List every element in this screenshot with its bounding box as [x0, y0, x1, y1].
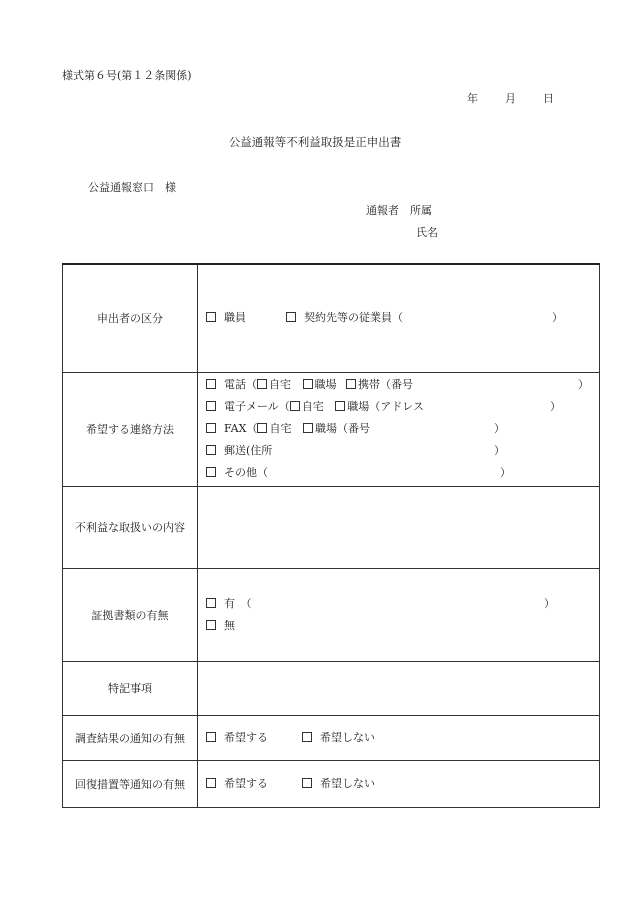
reporter-name-label: 氏名 — [416, 226, 438, 239]
checkbox-mail[interactable] — [206, 445, 216, 455]
checkbox-recovery-want[interactable] — [206, 778, 216, 788]
checkbox-phone-mobile[interactable] — [346, 379, 356, 389]
fax-home-label: 自宅 — [269, 422, 292, 435]
form-number: 様式第６号(第１２条関係) — [62, 69, 192, 82]
fax-number-label: （番号 — [336, 422, 370, 435]
recovery-notice-options — [198, 773, 599, 795]
contact-other-line — [198, 462, 599, 484]
checkbox-investigation-want[interactable] — [206, 732, 216, 742]
option-contractor: 契約先等の従業員（ — [304, 311, 403, 325]
row-recovery-notice — [63, 760, 600, 807]
contact-fax-line — [198, 418, 599, 440]
phone-mobile-label: 携帯（番号 — [358, 378, 413, 391]
row-special-notes — [63, 661, 600, 715]
checkbox-phone[interactable] — [206, 379, 216, 389]
checkbox-recovery-not-want[interactable] — [302, 778, 312, 788]
evidence-no-label: 無 — [224, 618, 235, 632]
other-label: その他（ — [224, 466, 268, 479]
date-year-label: 年 — [467, 92, 478, 105]
evidence-yes-label: 有 （ — [224, 596, 252, 610]
fax-close-paren: ） — [494, 422, 505, 435]
checkbox-fax-home[interactable] — [257, 423, 267, 433]
disadvantage-field[interactable] — [198, 486, 600, 568]
evidence-close-paren: ） — [544, 596, 555, 610]
application-form-table — [62, 263, 600, 808]
email-work-label: 職場 — [347, 400, 370, 413]
option-employee: 職員 — [224, 311, 246, 325]
evidence-yes-line — [198, 593, 599, 615]
recovery-notice-label: 回復措置等通知の有無 — [63, 760, 198, 807]
investigation-notice-value — [198, 715, 600, 760]
checkbox-evidence-yes[interactable] — [206, 598, 216, 608]
disadvantage-label: 不利益な取扱いの内容 — [63, 486, 198, 568]
mail-label: 郵送(住所 — [224, 444, 273, 457]
row-evidence — [63, 568, 600, 661]
contact-email-line: 電子メール（ 自宅 職場（アドレス ） — [198, 396, 599, 418]
mail-close-paren: ） — [494, 444, 505, 457]
investigation-notice-options — [198, 727, 599, 749]
applicant-type-options — [198, 307, 599, 329]
addressee: 公益通報窓口 様 — [88, 181, 176, 194]
checkbox-other[interactable] — [206, 467, 216, 477]
checkbox-email-work[interactable] — [335, 401, 345, 411]
special-notes-field[interactable] — [198, 661, 600, 715]
checkbox-email-home[interactable] — [290, 401, 300, 411]
row-contact-method — [63, 372, 600, 486]
fax-label: FAX（ — [224, 422, 258, 435]
checkbox-investigation-not-want[interactable] — [302, 732, 312, 742]
investigation-notice-label: 調査結果の通知の有無 — [63, 715, 198, 760]
phone-home-label: 自宅 — [269, 378, 291, 391]
evidence-no-line — [198, 615, 599, 637]
investigation-not-want-label: 希望しない — [320, 730, 375, 744]
evidence-label: 証拠書類の有無 — [63, 568, 198, 661]
checkbox-contractor[interactable] — [286, 312, 296, 322]
recovery-not-want-label: 希望しない — [320, 776, 375, 790]
contractor-close-paren: ） — [552, 311, 563, 325]
checkbox-phone-work[interactable] — [303, 379, 313, 389]
phone-label: 電話（ — [224, 378, 257, 391]
contact-method-label: 希望する連絡方法 — [63, 372, 198, 486]
document-title: 公益通報等不利益取扱是正申出書 — [228, 135, 402, 149]
investigation-want-label: 希望する — [224, 730, 268, 744]
applicant-type-value — [198, 264, 600, 372]
recovery-notice-value — [198, 760, 600, 807]
email-close-paren: ） — [550, 400, 561, 413]
checkbox-fax-work[interactable] — [303, 423, 313, 433]
phone-work-label: 職場 — [314, 378, 337, 391]
email-address-label: アドレス — [380, 400, 424, 413]
evidence-value — [198, 568, 600, 661]
reporter-affiliation-label: 通報者 所属 — [366, 204, 432, 217]
checkbox-phone-home[interactable] — [257, 379, 267, 389]
contact-phone-line — [198, 374, 599, 396]
email-home-label: 自宅 — [301, 400, 324, 413]
date-line — [467, 90, 554, 106]
row-disadvantage — [63, 486, 600, 568]
date-day-label: 日 — [543, 92, 554, 105]
other-close-paren: ） — [500, 466, 511, 479]
email-label: 電子メール（ — [224, 400, 290, 413]
row-applicant-type — [63, 264, 600, 372]
contact-method-value — [198, 372, 600, 486]
row-investigation-notice — [63, 715, 600, 760]
recovery-want-label: 希望する — [224, 776, 268, 790]
contact-mail-line — [198, 440, 599, 462]
checkbox-evidence-no[interactable] — [206, 620, 216, 630]
applicant-type-label: 申出者の区分 — [63, 264, 198, 372]
phone-close-paren: ） — [578, 378, 589, 391]
fax-work-label: 職場 — [314, 422, 337, 435]
checkbox-employee[interactable] — [206, 312, 216, 322]
checkbox-email[interactable] — [206, 401, 216, 411]
special-notes-label: 特記事項 — [63, 661, 198, 715]
checkbox-fax[interactable] — [206, 423, 216, 433]
date-month-label: 月 — [505, 92, 516, 105]
